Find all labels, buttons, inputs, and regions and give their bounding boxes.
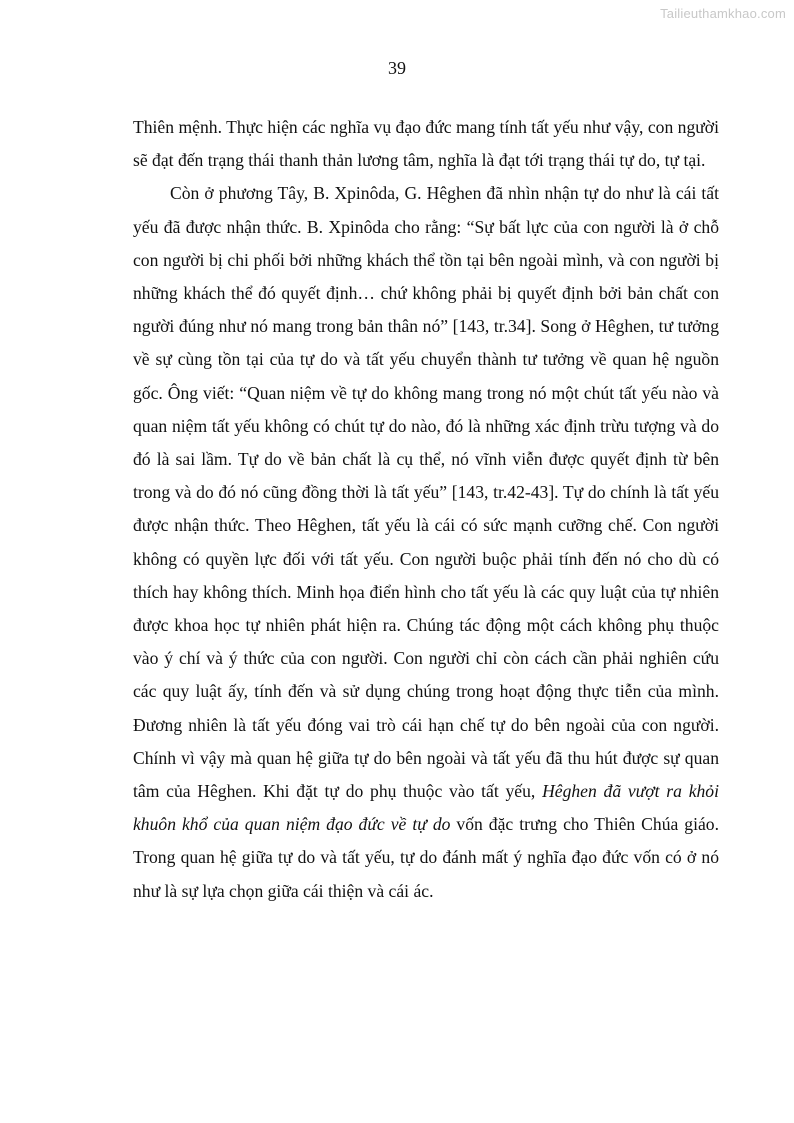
- paragraph-2-text-end: vốn đặc trưng cho Thiên Chúa giáo. Trong quan hệ giữa tự do và tất yếu, tự do đánh mất ý nghĩa đạo đức vốn có ở nó như là sự lựa chọn giữa cái thiện và cái ác.: [133, 814, 719, 901]
- paragraph-1: Thiên mệnh. Thực hiện các nghĩa vụ đạo đức mang tính tất yếu như vậy, con người sẽ đạt đến trạng thái thanh thản lương tâm, nghĩa là đạt tới trạng thái tự do, tự tại.: [133, 117, 719, 171]
- paragraph-2: [133, 177, 719, 907]
- paragraph-2-text-start: Còn ở phương Tây, B. Xpinôda, G. Hêghen đã nhìn nhận tự do như là cái tất yếu đã được nhận thức. B. Xpinôda cho rằng: “Sự bất lực của con người là ở chỗ con người bị chi phối bởi những khách thể tồn tại bên ngoài mình, và con người bị những khách thể đó quyết định… chứ không phải bị quyết định bởi bản chất con người đúng như nó mang trong bản thân nó” [143, tr.34]. Song ở Hêghen, tư tưởng về sự cùng tồn tại của tự do và tất yếu chuyển thành tư tưởng về quan hệ nguồn gốc. Ông viết: “Quan niệm về tự do không mang trong nó một chút tất yếu nào và quan niệm tất yếu không có chút tự do nào, đó là những xác định trừu tượng và do đó là sai lầm. Tự do về bản chất là cụ thể, nó vĩnh viễn được quyết định từ bên trong và do đó nó cũng đồng thời là tất yếu” [143, tr.42-43]. Tự do chính là tất yếu được nhận thức. Theo Hêghen, tất yếu là cái có sức mạnh cưỡng chế. Con người không có quyền lực đối với tất yếu. Con người buộc phải tính đến nó cho dù có thích hay không thích. Minh họa điển hình cho tất yếu là các quy luật của tự nhiên được khoa học tự nhiên phát hiện ra. Chúng tác động một cách không phụ thuộc vào ý chí và ý thức của con người. Con người chỉ còn cách cần phải nghiên cứu các quy luật ấy, tính đến và sử dụng chúng trong hoạt động thực tiễn của mình. Đương nhiên là tất yếu đóng vai trò cái hạn chế tự do bên ngoài của con người. Chính vì vậy mà quan hệ giữa tự do bên ngoài và tất yếu đã thu hút được sự quan tâm của Hêghen. Khi đặt tự do phụ thuộc vào tất yếu,: [133, 183, 719, 802]
- watermark-text: Tailieuthamkhao.com: [660, 6, 786, 21]
- page-number: 39: [388, 58, 406, 78]
- document-body: [133, 111, 719, 908]
- paragraph-2-italic-phrase: Hêghen đã vượt ra khỏi khuôn khổ của quan niệm đạo đức về tự do: [133, 781, 719, 835]
